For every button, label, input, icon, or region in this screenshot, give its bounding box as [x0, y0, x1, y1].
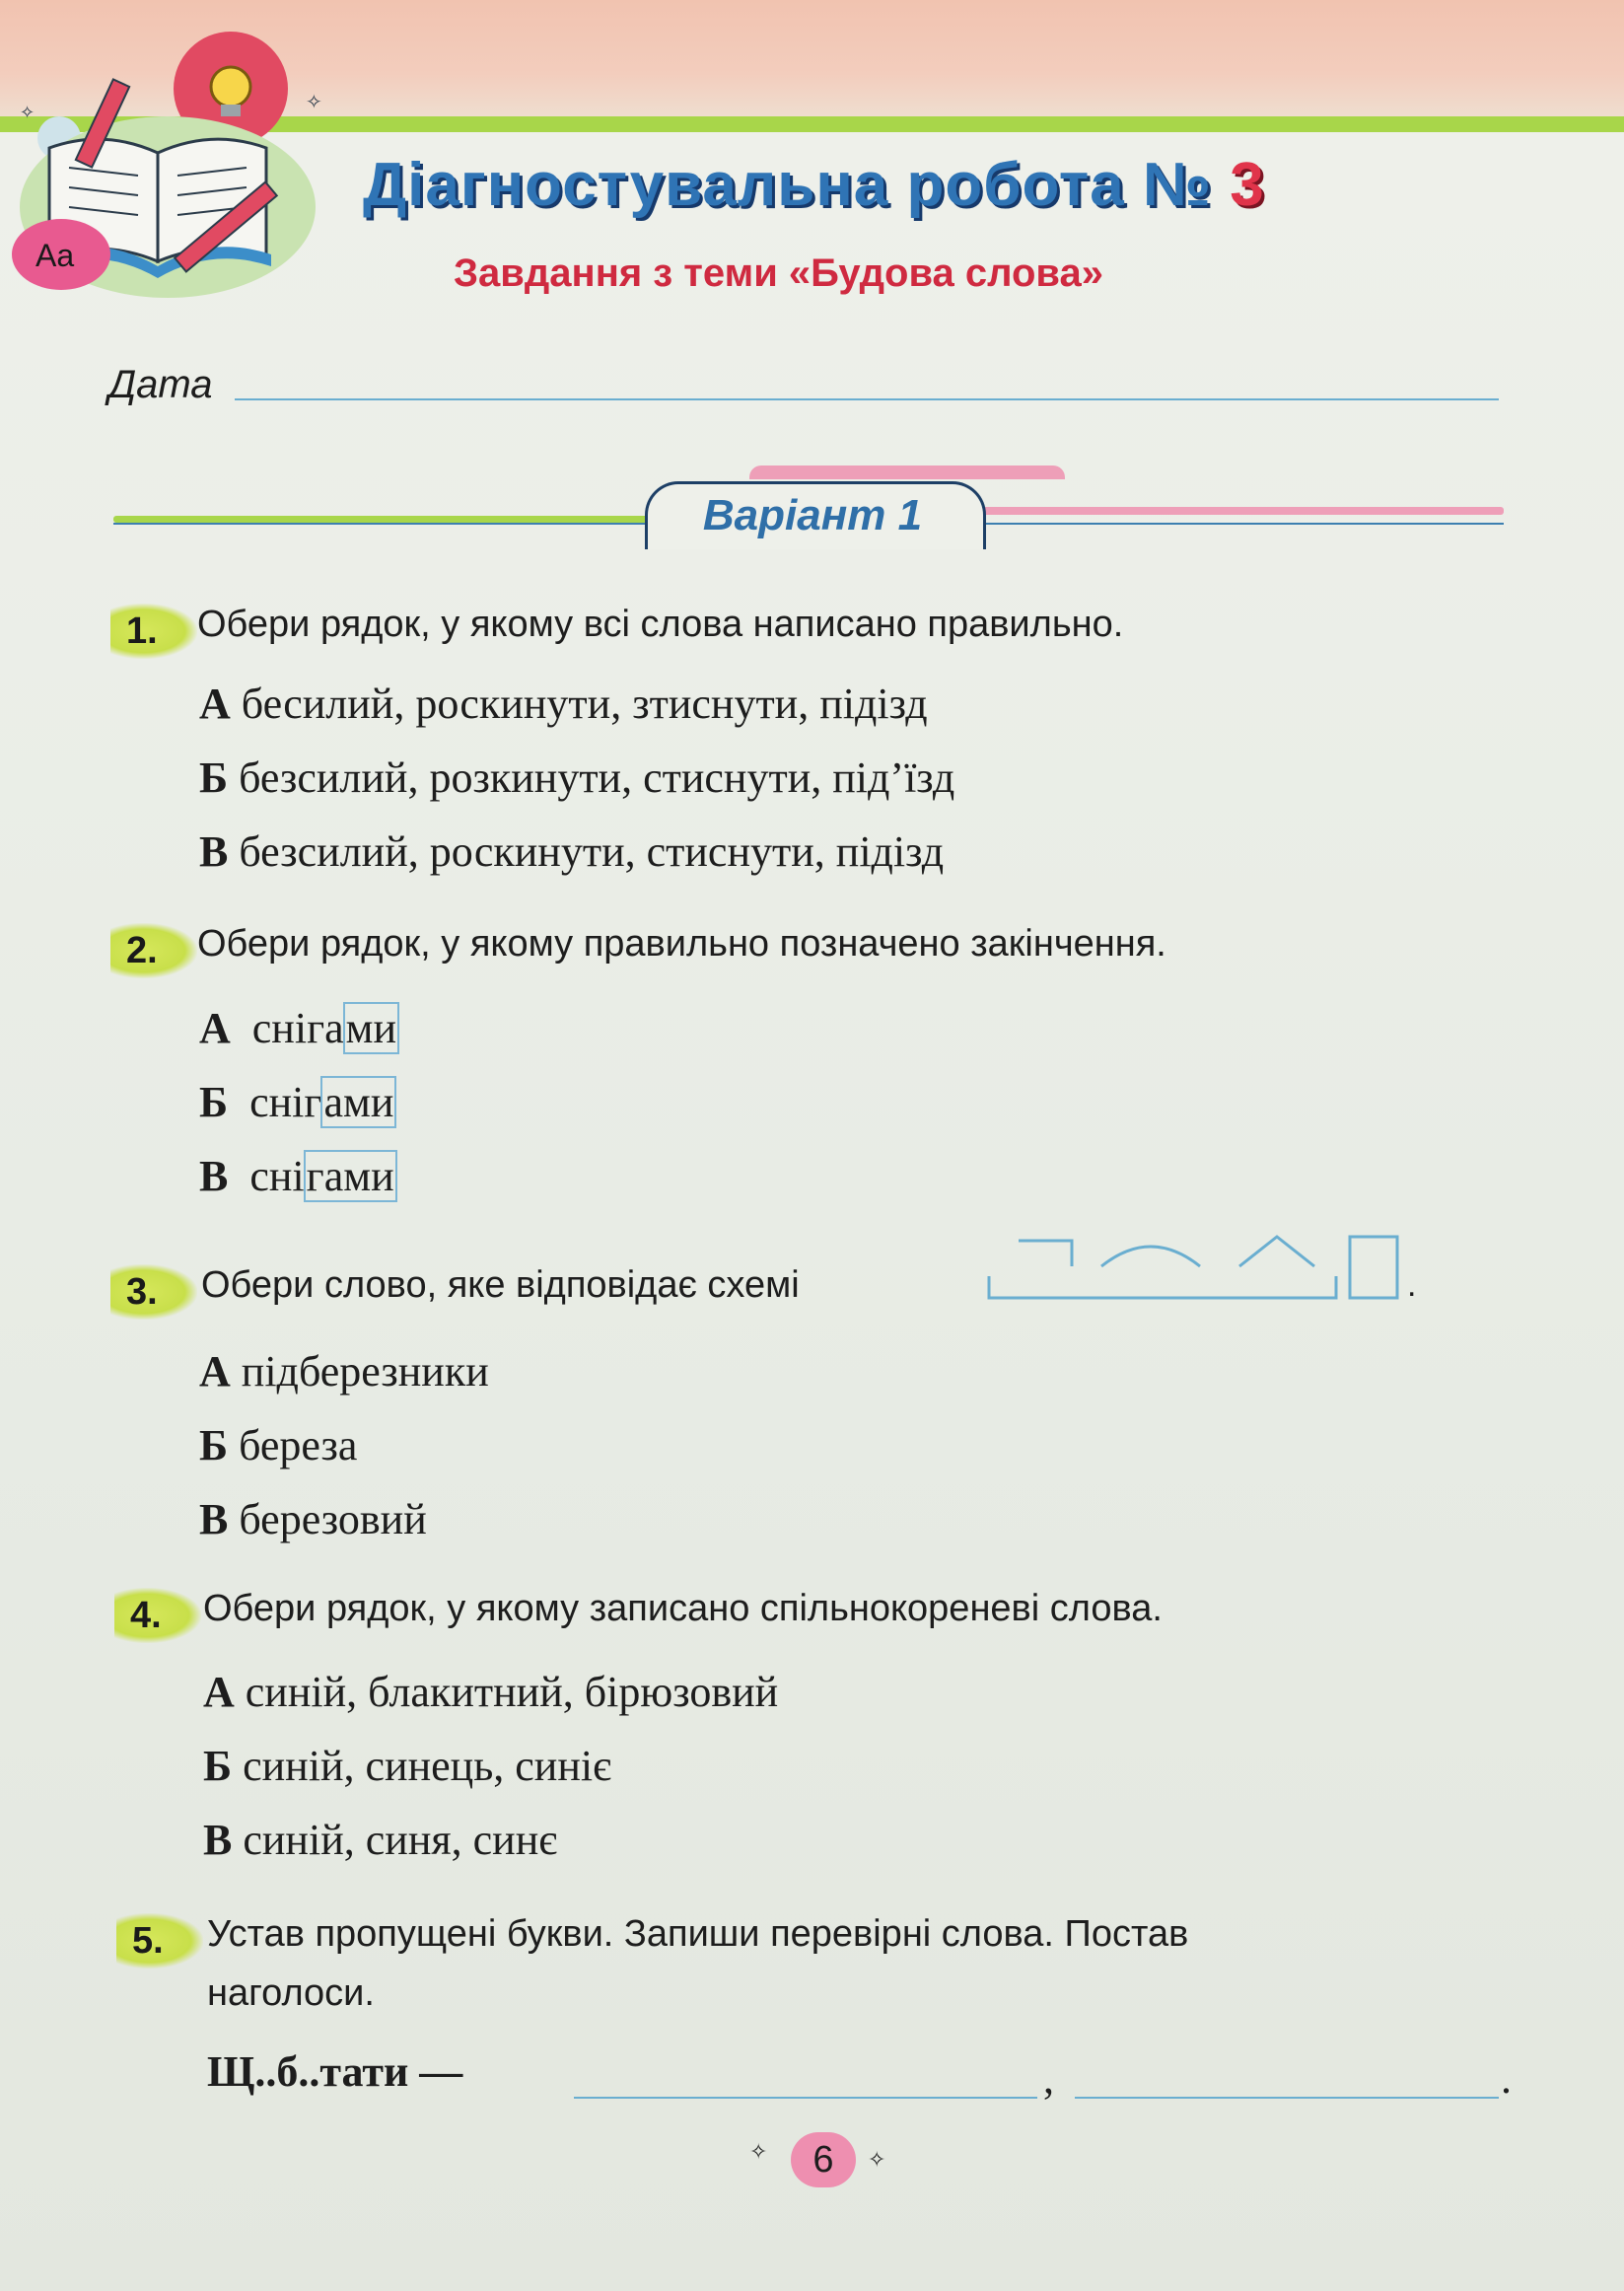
question-text: Устав пропущені букви. Запиши перевірні слова. Постав — [207, 1913, 1189, 1955]
option-word-start: сніг — [249, 1078, 322, 1126]
answer-line-second[interactable] — [1075, 2097, 1499, 2099]
answer-option[interactable] — [199, 1003, 399, 1053]
answer-option[interactable] — [203, 1667, 778, 1717]
page-title — [363, 150, 1265, 220]
suffix-mark — [1239, 1237, 1314, 1266]
option-text: безсилий, роскинути, стиснути, підізд — [239, 827, 945, 876]
fill-in-word: Щ..б..тати — — [207, 2047, 463, 2096]
question-number: 1. — [110, 604, 197, 659]
question-number: 2. — [110, 923, 197, 978]
option-text: бесилий, роскинути, зтиснути, підізд — [241, 680, 928, 728]
variant-tab-accent — [749, 465, 1065, 479]
answer-option[interactable] — [199, 1151, 397, 1201]
answer-option[interactable] — [199, 1494, 427, 1544]
option-letter: А — [203, 1668, 235, 1716]
answer-option[interactable] — [203, 1741, 611, 1791]
option-text: синій, синець, синіє — [243, 1742, 611, 1790]
question-number: 3. — [110, 1264, 197, 1320]
svg-text:✧: ✧ — [306, 90, 322, 113]
variant-label: Варіант 1 — [702, 491, 923, 539]
svg-text:✧: ✧ — [20, 103, 35, 123]
option-text: береза — [239, 1421, 358, 1469]
question-text: Обери слово, яке відповідає схемі — [201, 1264, 800, 1306]
option-text: березовий — [239, 1495, 427, 1543]
option-word-start: сні — [249, 1152, 305, 1200]
answer-option[interactable] — [199, 826, 944, 877]
option-letter: Б — [199, 1078, 229, 1126]
option-letter: В — [203, 1816, 233, 1864]
comma: , — [1043, 2054, 1054, 2103]
option-text: синій, синя, синє — [243, 1816, 558, 1864]
variant-rule-pink — [976, 507, 1504, 515]
answer-option[interactable] — [199, 679, 928, 729]
option-letter: А — [199, 680, 231, 728]
option-letter: Б — [203, 1742, 233, 1790]
date-label: Дата — [108, 363, 213, 406]
option-letter: В — [199, 1495, 229, 1543]
question-text: Обери рядок, у якому всі слова написано правильно. — [197, 604, 1124, 645]
ending-box: ми — [343, 1002, 399, 1054]
ending-mark — [1350, 1237, 1397, 1298]
letters-badge-text: Aa — [35, 238, 75, 273]
page-title-text: Діагностувальна робота № — [363, 151, 1213, 219]
ending-box: ами — [320, 1076, 396, 1128]
scheme-period: . — [1407, 1266, 1417, 1304]
question-number: 5. — [116, 1913, 203, 1969]
option-letter: Б — [199, 753, 229, 802]
option-letter: Б — [199, 1421, 229, 1469]
root-arc — [1101, 1247, 1200, 1266]
answer-option[interactable] — [199, 1077, 396, 1127]
answer-option[interactable] — [199, 752, 954, 803]
ending-box: гами — [304, 1150, 397, 1202]
option-text: підберезники — [241, 1347, 489, 1396]
period: . — [1501, 2054, 1512, 2103]
date-input-line[interactable] — [235, 398, 1499, 400]
option-letter: А — [199, 1347, 231, 1396]
page-paper — [0, 132, 1624, 2291]
page-subtitle: Завдання з теми «Будова слова» — [454, 251, 1103, 295]
page-title-number: 3 — [1230, 151, 1265, 219]
sparkle-icon: ✧ — [749, 2140, 768, 2165]
book-illustration — [0, 20, 325, 316]
answer-option[interactable] — [199, 1420, 357, 1470]
page-number: 6 — [791, 2132, 856, 2187]
answer-line-first[interactable] — [574, 2097, 1037, 2099]
option-letter: А — [199, 1004, 231, 1052]
answer-option[interactable] — [199, 1346, 489, 1396]
option-letter: В — [199, 827, 229, 876]
prefix-mark — [1019, 1241, 1072, 1266]
question-text-continued: наголоси. — [207, 1972, 375, 2014]
word-structure-scheme — [981, 1231, 1425, 1308]
answer-option[interactable] — [203, 1815, 557, 1865]
sparkle-icon: ✧ — [868, 2148, 886, 2173]
option-text: синій, блакитний, бірюзовий — [245, 1668, 779, 1716]
option-word-start: сніга — [251, 1004, 344, 1052]
question-text: Обери рядок, у якому записано спільнокореневі слова. — [203, 1588, 1163, 1629]
option-letter: В — [199, 1152, 229, 1200]
question-text: Обери рядок, у якому правильно позначено закінчення. — [197, 923, 1166, 965]
option-text: безсилий, розкинути, стиснути, під’їзд — [239, 753, 955, 802]
base-bracket — [989, 1276, 1336, 1298]
question-number: 4. — [114, 1588, 201, 1643]
